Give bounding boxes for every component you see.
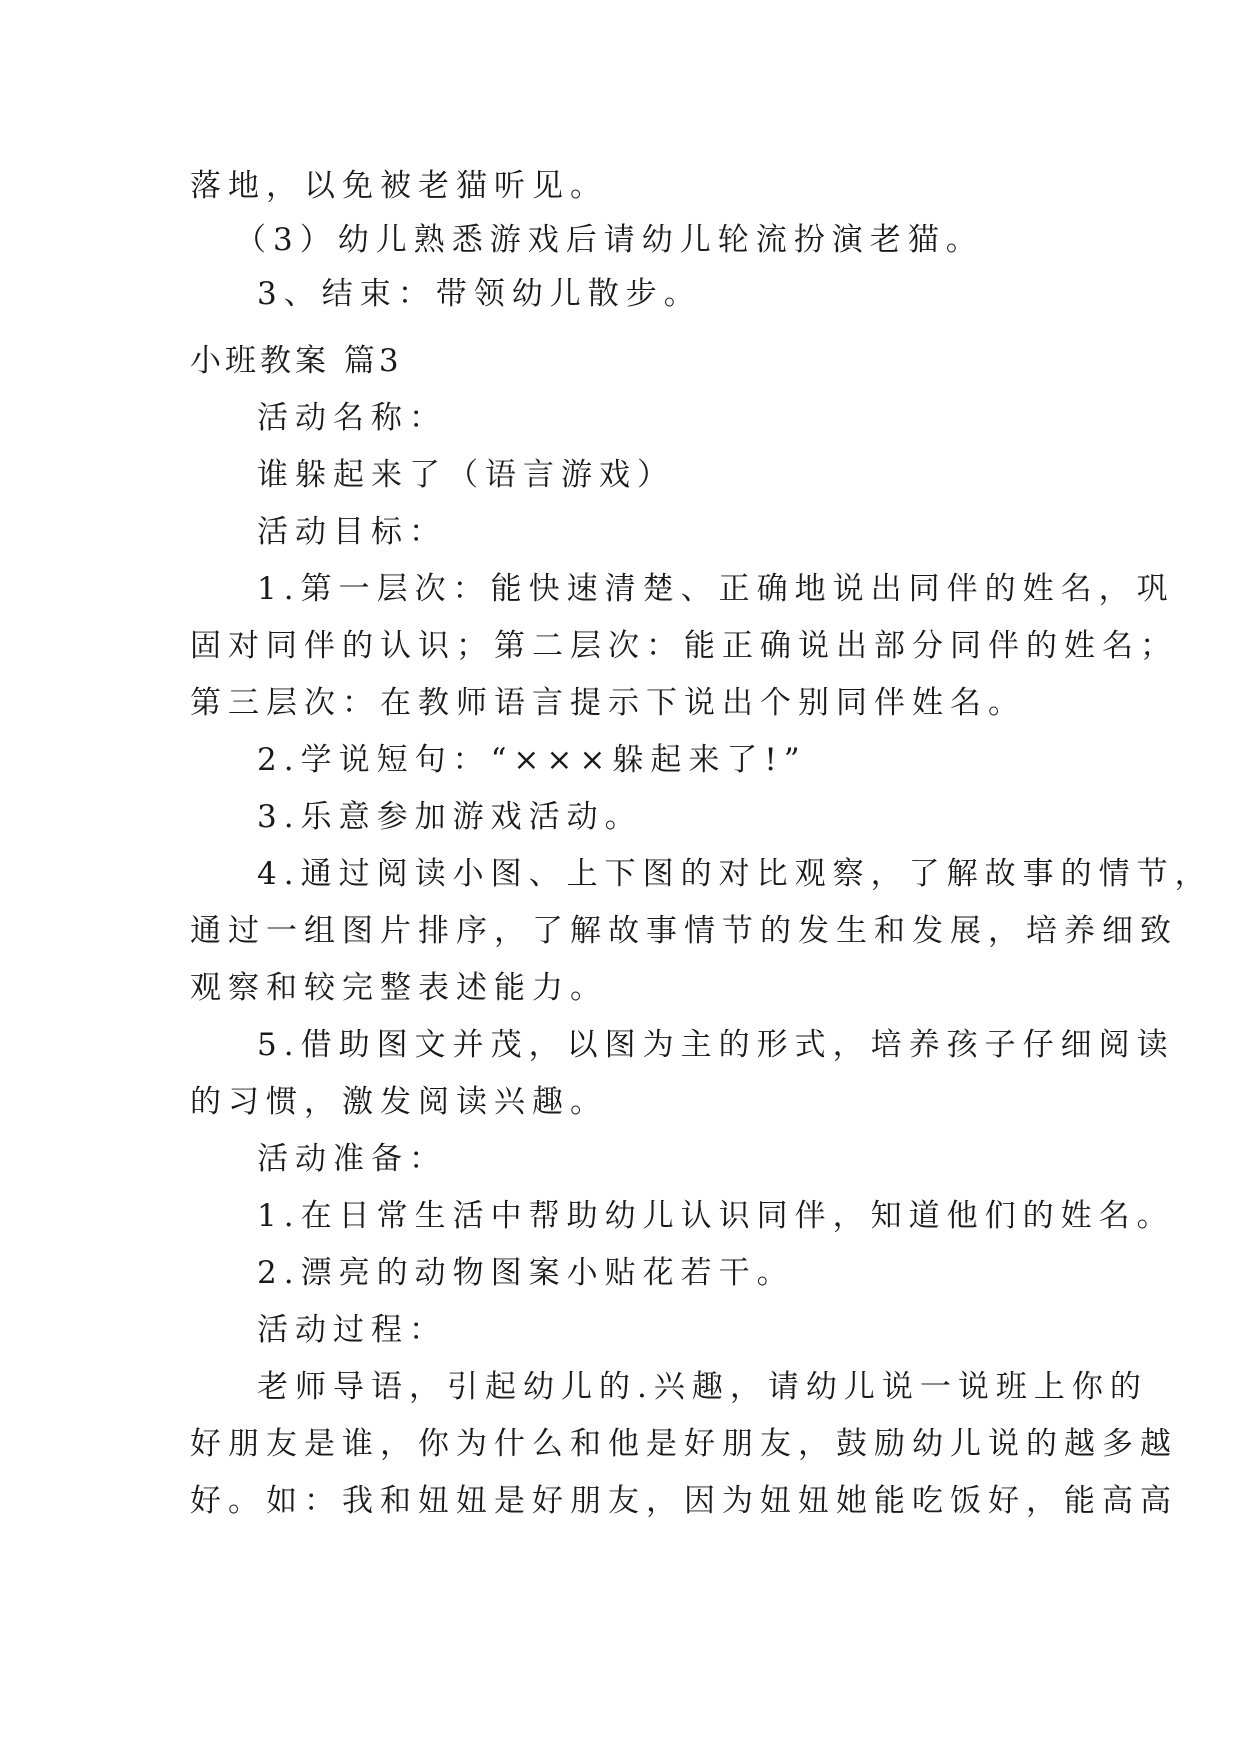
text-line-14: 通过一组图片排序，了解故事情节的发生和发展，培养细致: [190, 913, 1178, 949]
text-line-16: 5.借助图文并茂，以图为主的形式，培养孩子仔细阅读: [257, 1027, 1175, 1063]
text-line-13: 4.通过阅读小图、上下图的对比观察，了解故事的情节，: [257, 856, 1213, 892]
text-line-15: 观察和较完整表述能力。: [190, 970, 608, 1006]
text-line-21: 活动过程：: [257, 1312, 447, 1348]
text-line-9: 固对同伴的认识；第二层次：能正确说出部分同伴的姓名；: [190, 628, 1178, 664]
text-line-10: 第三层次：在教师语言提示下说出个别同伴姓名。: [190, 685, 1026, 721]
text-line-17: 的习惯，激发阅读兴趣。: [190, 1084, 608, 1120]
text-line-3: 3、结束：带领幼儿散步。: [257, 276, 702, 312]
text-line-11: 2.学说短句：“×××躲起来了!”: [257, 742, 807, 778]
text-line-5: 活动名称：: [257, 400, 447, 436]
text-line-2: （3）幼儿熟悉游戏后请幼儿轮流扮演老猫。: [235, 222, 984, 258]
text-line-1: 落地，以免被老猫听见。: [190, 168, 608, 204]
text-line-23: 好朋友是谁，你为什么和他是好朋友，鼓励幼儿说的越多越: [190, 1426, 1178, 1462]
text-line-12: 3.乐意参加游戏活动。: [257, 799, 643, 835]
text-line-8: 1.第一层次：能快速清楚、正确地说出同伴的姓名，巩: [257, 571, 1175, 607]
text-line-6: 谁躲起来了（语言游戏）: [257, 457, 675, 493]
text-line-24: 好。如：我和妞妞是好朋友，因为妞妞她能吃饭好，能高高: [190, 1483, 1178, 1519]
text-line-7: 活动目标：: [257, 514, 447, 550]
text-line-19: 1.在日常生活中帮助幼儿认识同伴，知道他们的姓名。: [257, 1198, 1175, 1234]
text-line-22: 老师导语，引起幼儿的.兴趣，请幼儿说一说班上你的: [257, 1369, 1148, 1405]
text-line-20: 2.漂亮的动物图案小贴花若干。: [257, 1255, 795, 1291]
section-heading: 小班教案 篇3: [190, 343, 403, 379]
text-line-18: 活动准备：: [257, 1141, 447, 1177]
